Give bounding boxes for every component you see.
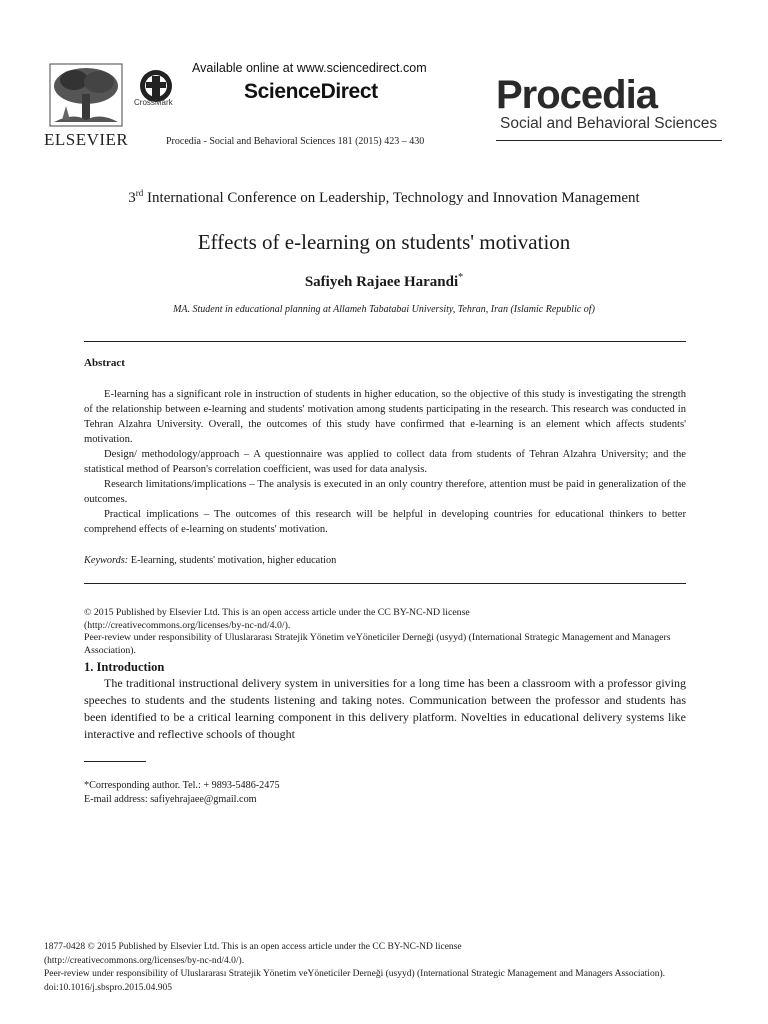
bottom-license-link[interactable]: (http://creativecommons.org/licenses/by-nc-nd/4.0/). — [44, 955, 245, 966]
conference-ordinal-suffix: rd — [135, 188, 144, 198]
paper-title: Effects of e-learning on students' motivation — [197, 230, 571, 254]
abstract-paragraph: Design/ methodology/approach – A questionnaire was applied to collect data from students of Tehran Alzahra University; and the statistical method of Pearson's correlation coefficient, was used for data analysis. — [84, 449, 686, 475]
footnote — [84, 779, 280, 806]
procedia-logo: Procedia — [496, 73, 657, 117]
email-note: E-mail address: safiyehrajaee@gmail.com — [84, 793, 257, 805]
elsevier-wordmark: ELSEVIER — [44, 130, 129, 149]
author-name — [0, 272, 768, 291]
conference-ordinal: 3 — [128, 190, 136, 206]
journal-citation: Procedia - Social and Behavioral Sciences 181 (2015) 423 – 430 — [166, 136, 425, 147]
sciencedirect-logo[interactable]: ScienceDirect — [244, 80, 378, 103]
abstract-heading: Abstract — [84, 357, 125, 369]
bottom-license-block — [44, 941, 704, 995]
introduction-body — [84, 675, 686, 743]
license-link[interactable]: (http://creativecommons.org/licenses/by-nc-nd/4.0/). — [84, 619, 291, 631]
abstract-top-rule — [84, 341, 686, 342]
conference-name — [0, 188, 768, 207]
author-affiliation: MA. Student in educational planning at Allameh Tabatabai University, Tehran, Iran (Islamic Republic of) — [173, 304, 595, 315]
license-note — [84, 607, 686, 657]
license-line: © 2015 Published by Elsevier Ltd. This is an open access article under the CC BY-NC-ND license — [84, 607, 470, 618]
introduction-paragraph: The traditional instructional delivery system in universities for a long time has been a classroom with a professor giving speeches to students and the students listening and taking notes. Communication between the professor and students has been identified to be a critical learning component in this delivery platform. Novelties in educational delivery systems like interactive and reflective schools of thought — [84, 676, 686, 741]
keywords — [84, 555, 336, 566]
abstract-paragraph: Practical implications – The outcomes of this research will be helpful in developing countries for educational thinkers to better comprehend effects of e-learning on students' motivation. — [84, 509, 686, 535]
section-heading-introduction: 1. Introduction — [84, 660, 165, 674]
issn-line: 1877-0428 © 2015 Published by Elsevier Ltd. This is an open access article under the CC BY-NC-ND license — [44, 942, 462, 952]
doi-line[interactable]: doi:10.1016/j.sbspro.2015.04.905 — [44, 982, 172, 993]
crossmark-label[interactable]: CrossMark — [134, 98, 173, 107]
abstract-paragraph: E-learning has a significant role in instruction of students in higher education, so the objective of this study is investigating the strength of the relationship between e-learning and students' motivation among students participating in the research. This research was conducted in Tehran Alzahra University. Overall, the outcomes of this study have confirmed that e-learning is an element which affects students' motivation. — [84, 389, 686, 445]
abstract-paragraph: Research limitations/implications – The analysis is executed in an only country therefore, attention must be paid in generalization of the outcomes. — [84, 479, 686, 505]
footnote-rule — [84, 761, 146, 762]
bottom-peer-review: Peer-review under responsibility of Uluslararası Stratejik Yönetim veYöneticiler Derneği (usyyd) (International Strategic Management and Managers Association). — [44, 969, 665, 979]
author-name-text: Safiyeh Rajaee Harandi — [304, 274, 459, 290]
procedia-divider — [496, 140, 722, 141]
peer-review-line: Peer-review under responsibility of Uluslararası Stratejik Yönetim veYöneticiler Derneği (usyyd) (International Strategic Management and Managers Association). — [84, 632, 671, 656]
corresponding-author-mark: * — [458, 272, 464, 283]
conference-title: International Conference on Leadership, Technology and Innovation Management — [143, 190, 640, 206]
available-online-text: Available online at www.sciencedirect.com — [192, 61, 427, 75]
keywords-list: E-learning, students' motivation, higher education — [128, 555, 337, 566]
corresponding-author-note: *Corresponding author. Tel.: + 9893-5486-2475 — [84, 780, 280, 791]
procedia-subtitle: Social and Behavioral Sciences — [500, 115, 718, 132]
keywords-label: Keywords: — [84, 555, 129, 566]
abstract-bottom-rule — [84, 583, 686, 584]
abstract-body — [84, 387, 686, 537]
